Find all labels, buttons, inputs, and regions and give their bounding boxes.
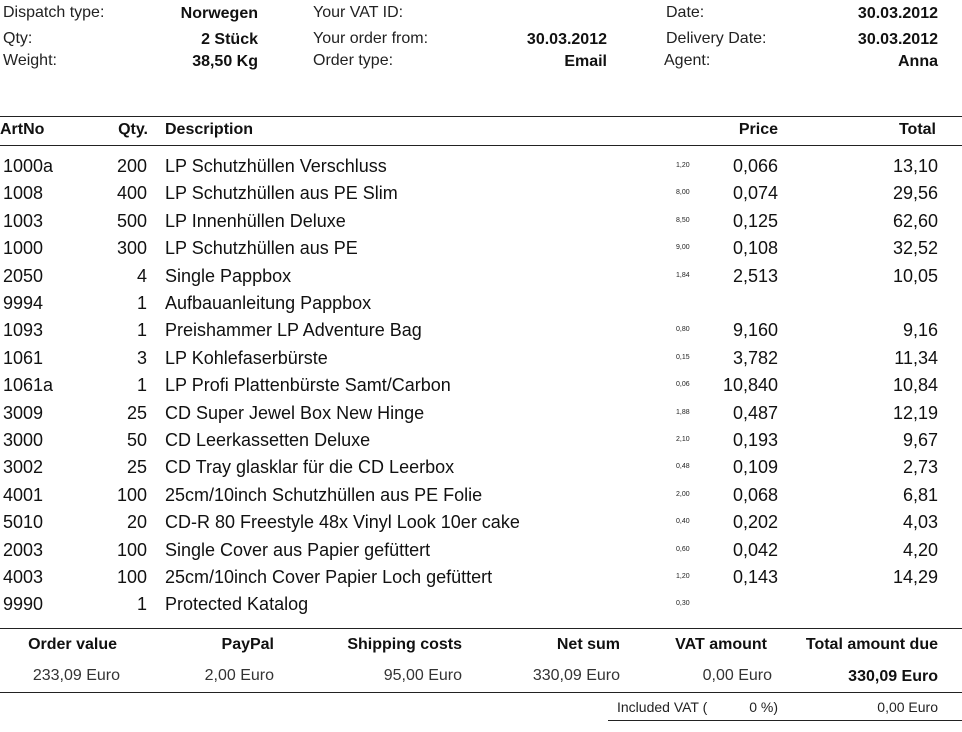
- artno-cell: 2050: [3, 266, 44, 286]
- unit-weight-cell: 1,84: [676, 272, 690, 279]
- unit-weight-cell: 1,20: [676, 162, 690, 169]
- included-vat-value: 0,00 Euro: [877, 699, 938, 715]
- description-cell: LP Schutzhüllen aus PE: [165, 238, 358, 258]
- description-cell: CD Leerkassetten Deluxe: [165, 430, 371, 450]
- summary-mid-rule: [0, 692, 962, 693]
- total-cell: 4,03: [902, 512, 938, 532]
- qty-cell: 400: [116, 183, 147, 203]
- description-cell: Aufbauanleitung Pappbox: [165, 293, 372, 313]
- dispatch-type-value: Norwegen: [180, 5, 258, 22]
- order-value-label: Order value: [28, 636, 117, 653]
- total-cell: 11,34: [894, 348, 938, 368]
- weight-label: Weight:: [3, 52, 57, 69]
- order-from-value: 30.03.2012: [526, 31, 607, 48]
- unit-weight-cell: 0,40: [676, 518, 690, 525]
- total-cell: 32,52: [892, 238, 938, 258]
- qty-cell: 100: [116, 567, 147, 587]
- artno-cell: 4001: [3, 485, 44, 505]
- included-vat-rule: [608, 720, 962, 721]
- description-cell: LP Profi Plattenbürste Samt/Carbon: [165, 375, 451, 395]
- qty-cell: 3: [136, 348, 147, 368]
- col-price-header: Price: [738, 121, 778, 138]
- qty-cell: 20: [126, 512, 147, 532]
- unit-weight-cell: 2,00: [676, 491, 690, 498]
- price-cell: 0,202: [732, 512, 778, 532]
- included-vat-label: Included VAT (: [617, 699, 708, 715]
- unit-weight-cell: 0,30: [676, 600, 690, 607]
- qty-cell: 100: [116, 485, 147, 505]
- qty-cell: 25: [126, 403, 147, 423]
- unit-weight-cell: 0,48: [676, 463, 690, 470]
- description-cell: Preishammer LP Adventure Bag: [165, 320, 422, 340]
- total-cell: 29,56: [892, 183, 938, 203]
- table-header-rule: [0, 145, 962, 146]
- qty-cell: 500: [116, 211, 147, 231]
- price-cell: 0,074: [732, 183, 778, 203]
- description-cell: LP Schutzhüllen Verschluss: [165, 156, 387, 176]
- qty-cell: 100: [116, 540, 147, 560]
- total-cell: 6,81: [902, 485, 938, 505]
- artno-cell: 1000: [3, 238, 44, 258]
- qty-cell: 300: [116, 238, 147, 258]
- qty-cell: 1: [136, 293, 147, 313]
- total-cell: 10,84: [892, 375, 938, 395]
- total-cell: 10,05: [892, 266, 938, 286]
- col-artno-header: ArtNo: [0, 121, 45, 138]
- artno-cell: 2003: [3, 540, 44, 560]
- description-cell: Single Pappbox: [165, 266, 292, 286]
- price-cell: 0,125: [732, 211, 778, 231]
- agent-label: Agent:: [664, 52, 711, 69]
- order-value: 233,09 Euro: [32, 667, 120, 684]
- description-cell: CD Tray glasklar für die CD Leerbox: [165, 457, 455, 477]
- description-cell: LP Innenhüllen Deluxe: [165, 211, 346, 231]
- qty-cell: 50: [126, 430, 147, 450]
- paypal-value: 2,00 Euro: [204, 667, 274, 684]
- price-cell: 0,487: [732, 403, 778, 423]
- unit-weight-cell: 1,20: [676, 573, 690, 580]
- net-sum-label: Net sum: [556, 636, 620, 653]
- artno-cell: 1093: [3, 320, 44, 340]
- qty-cell: 200: [116, 156, 147, 176]
- unit-weight-cell: 0,06: [676, 381, 690, 388]
- description-cell: CD-R 80 Freestyle 48x Vinyl Look 10er cake: [165, 512, 520, 532]
- order-type-label: Order type:: [313, 52, 394, 69]
- unit-weight-cell: 8,00: [676, 189, 690, 196]
- price-cell: 3,782: [732, 348, 778, 368]
- unit-weight-cell: 8,50: [676, 217, 690, 224]
- date-label: Date:: [666, 4, 705, 21]
- artno-cell: 1061a: [3, 375, 54, 395]
- total-cell: 12,19: [892, 403, 938, 423]
- vat-amount-value: 0,00 Euro: [702, 667, 772, 684]
- date-value: 30.03.2012: [857, 5, 938, 22]
- artno-cell: 1003: [3, 211, 44, 231]
- description-cell: LP Schutzhüllen aus PE Slim: [165, 183, 398, 203]
- description-cell: 25cm/10inch Cover Papier Loch gefüttert: [165, 567, 493, 587]
- delivery-date-value: 30.03.2012: [857, 31, 938, 48]
- weight-value: 38,50 Kg: [192, 53, 258, 70]
- qty-cell: 1: [136, 375, 147, 395]
- paypal-label: PayPal: [221, 636, 274, 653]
- total-cell: 14,29: [892, 567, 938, 587]
- price-cell: 0,193: [732, 430, 778, 450]
- qty-cell: 4: [136, 266, 147, 286]
- total-cell: 9,16: [902, 320, 938, 340]
- vat-id-label: Your VAT ID:: [313, 4, 404, 21]
- unit-weight-cell: 0,15: [676, 354, 690, 361]
- col-total-header: Total: [898, 121, 936, 138]
- order-type-value: Email: [564, 53, 607, 70]
- artno-cell: 3002: [3, 457, 44, 477]
- shipping-costs-value: 95,00 Euro: [383, 667, 462, 684]
- price-cell: 9,160: [732, 320, 778, 340]
- unit-weight-cell: 0,80: [676, 326, 690, 333]
- qty-value: 2 Stück: [201, 31, 258, 48]
- dispatch-type-label: Dispatch type:: [3, 4, 105, 21]
- artno-cell: 9994: [3, 293, 44, 313]
- artno-cell: 9990: [3, 594, 44, 614]
- artno-cell: 1008: [3, 183, 44, 203]
- qty-cell: 1: [136, 594, 147, 614]
- col-description-header: Description: [165, 121, 254, 138]
- description-cell: CD Super Jewel Box New Hinge: [165, 403, 425, 423]
- total-cell: 4,20: [902, 540, 938, 560]
- artno-cell: 1061: [3, 348, 44, 368]
- summary-top-rule: [0, 628, 962, 629]
- qty-cell: 1: [136, 320, 147, 340]
- qty-label: Qty:: [3, 30, 33, 47]
- unit-weight-cell: 9,00: [676, 244, 690, 251]
- total-cell: 13,10: [892, 156, 938, 176]
- unit-weight-cell: 1,88: [676, 409, 690, 416]
- qty-cell: 25: [126, 457, 147, 477]
- unit-weight-cell: 0,60: [676, 546, 690, 553]
- price-cell: 0,108: [732, 238, 778, 258]
- description-cell: 25cm/10inch Schutzhüllen aus PE Folie: [165, 485, 483, 505]
- col-qty-header: Qty.: [118, 121, 148, 138]
- vat-amount-label: VAT amount: [675, 636, 767, 653]
- total-cell: 2,73: [902, 457, 938, 477]
- order-from-label: Your order from:: [313, 30, 429, 47]
- description-cell: LP Kohlefaserbürste: [165, 348, 328, 368]
- description-cell: Single Cover aus Papier gefüttert: [165, 540, 431, 560]
- total-cell: 62,60: [892, 211, 938, 231]
- price-cell: 0,143: [732, 567, 778, 587]
- table-top-rule: [0, 116, 962, 117]
- artno-cell: 3000: [3, 430, 44, 450]
- shipping-costs-label: Shipping costs: [347, 636, 462, 653]
- artno-cell: 4003: [3, 567, 44, 587]
- price-cell: 2,513: [732, 266, 778, 286]
- agent-value: Anna: [898, 53, 938, 70]
- unit-weight-cell: 2,10: [676, 436, 690, 443]
- artno-cell: 3009: [3, 403, 44, 423]
- delivery-date-label: Delivery Date:: [666, 30, 767, 47]
- description-cell: Protected Katalog: [165, 594, 309, 614]
- artno-cell: 1000a: [3, 156, 54, 176]
- included-vat-rate: 0 %): [749, 699, 778, 715]
- net-sum-value: 330,09 Euro: [532, 667, 620, 684]
- artno-cell: 5010: [3, 512, 44, 532]
- price-cell: 0,068: [732, 485, 778, 505]
- price-cell: 0,109: [732, 457, 778, 477]
- price-cell: 0,042: [732, 540, 778, 560]
- price-cell: 0,066: [732, 156, 778, 176]
- total-amount-due-label: Total amount due: [805, 636, 938, 653]
- price-cell: 10,840: [722, 375, 778, 395]
- total-cell: 9,67: [902, 430, 938, 450]
- total-amount-due-value: 330,09 Euro: [848, 668, 938, 685]
